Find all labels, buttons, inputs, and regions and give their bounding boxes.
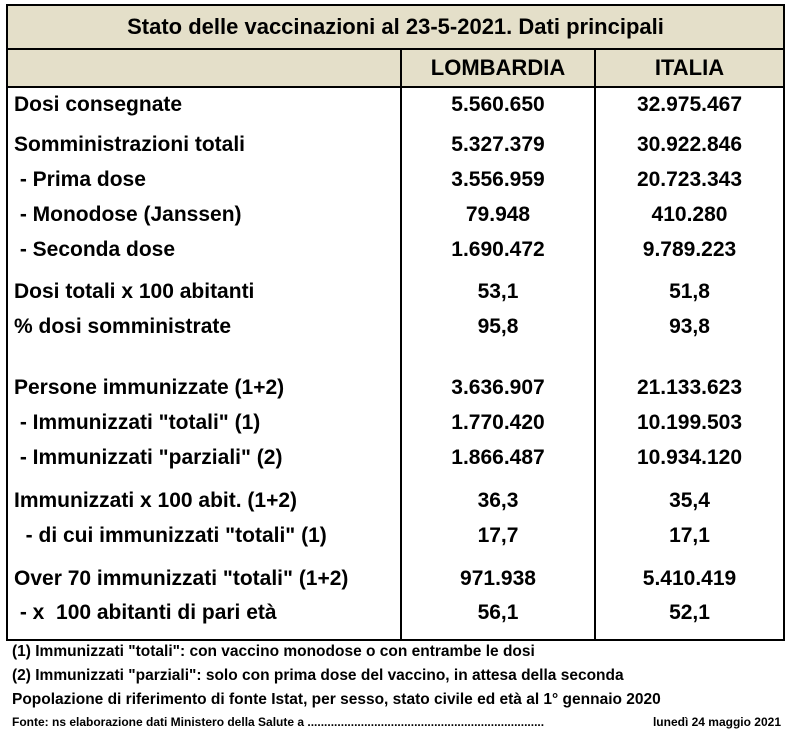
value-lombardia: 1.690.472 — [451, 238, 545, 261]
value-italia: 30.922.846 — [636, 133, 743, 156]
row-label: Dosi totali x 100 abitanti — [14, 280, 255, 303]
table-header — [8, 50, 783, 88]
value-italia: 52,1 — [669, 601, 710, 624]
table-row — [8, 128, 783, 162]
value-lombardia: 3.556.959 — [451, 168, 545, 191]
value-italia: 410.280 — [651, 203, 728, 226]
value-italia: 51,8 — [669, 280, 710, 303]
value-italia: 10.934.120 — [636, 446, 743, 469]
value-lombardia: 17,7 — [477, 524, 519, 547]
value-italia: 21.133.623 — [636, 376, 743, 399]
table-row — [8, 163, 783, 197]
footnote-2: (2) Immunizzati "parziali": solo con prima dose del vaccino, in attesa della seconda — [12, 667, 624, 684]
table-row — [8, 275, 783, 309]
value-lombardia: 1.866.487 — [451, 446, 545, 469]
value-italia: 9.789.223 — [642, 238, 737, 261]
table-row — [8, 88, 783, 122]
row-label: - Immunizzati "parziali" (2) — [14, 446, 283, 469]
value-lombardia: 5.327.379 — [451, 133, 545, 156]
table-row — [8, 371, 783, 405]
value-lombardia: 5.560.650 — [451, 93, 545, 116]
table-row — [8, 519, 783, 553]
row-label: - x 100 abitanti di pari età — [14, 601, 277, 624]
value-italia: 17,1 — [669, 524, 710, 547]
row-label: - di cui immunizzati "totali" (1) — [14, 524, 327, 547]
table-row — [8, 562, 783, 596]
row-label: - Immunizzati "totali" (1) — [14, 411, 261, 434]
value-italia: 32.975.467 — [636, 93, 743, 116]
value-lombardia: 79.948 — [465, 203, 531, 226]
table-row — [8, 310, 783, 344]
date-label: lunedì 24 maggio 2021 — [652, 715, 781, 729]
row-label: Over 70 immunizzati "totali" (1+2) — [14, 567, 349, 590]
value-lombardia: 53,1 — [477, 280, 519, 303]
value-italia: 5.410.419 — [642, 567, 737, 590]
value-lombardia: 56,1 — [477, 601, 519, 624]
source-note: Fonte: ns elaborazione dati Ministero della Salute a ....................................................................... — [12, 715, 545, 729]
value-italia: 35,4 — [669, 489, 710, 512]
stats-table — [6, 4, 785, 641]
table-row — [8, 406, 783, 440]
column-header-italia: ITALIA — [654, 55, 725, 80]
column-header-lombardia: LOMBARDIA — [430, 55, 566, 80]
row-label: Somministrazioni totali — [14, 133, 246, 156]
value-italia: 93,8 — [669, 315, 710, 338]
table-row — [8, 596, 783, 630]
value-lombardia: 1.770.420 — [451, 411, 545, 434]
value-lombardia: 3.636.907 — [451, 376, 545, 399]
row-label: Immunizzati x 100 abit. (1+2) — [14, 489, 298, 512]
row-label: - Monodose (Janssen) — [14, 203, 242, 226]
table-row — [8, 441, 783, 475]
row-label: - Prima dose — [14, 168, 146, 191]
footnote-1: (1) Immunizzati "totali": con vaccino monodose o con entrambe le dosi — [12, 643, 535, 660]
population-note: Popolazione di riferimento di fonte Istat, per sesso, stato civile ed età al 1° gennaio 2020 — [12, 691, 661, 708]
table-row — [8, 198, 783, 232]
value-italia: 10.199.503 — [636, 411, 743, 434]
row-label: - Seconda dose — [14, 238, 176, 261]
table-title: Stato delle vaccinazioni al 23-5-2021. Dati principali — [8, 6, 783, 50]
value-lombardia: 971.938 — [460, 567, 536, 590]
row-label: Dosi consegnate — [14, 93, 183, 116]
value-lombardia: 95,8 — [477, 315, 519, 338]
table-row — [8, 233, 783, 267]
row-label: Persone immunizzate (1+2) — [14, 376, 285, 399]
value-lombardia: 36,3 — [477, 489, 519, 512]
table-row — [8, 484, 783, 518]
row-label: % dosi somministrate — [14, 315, 232, 338]
value-italia: 20.723.343 — [636, 168, 743, 191]
